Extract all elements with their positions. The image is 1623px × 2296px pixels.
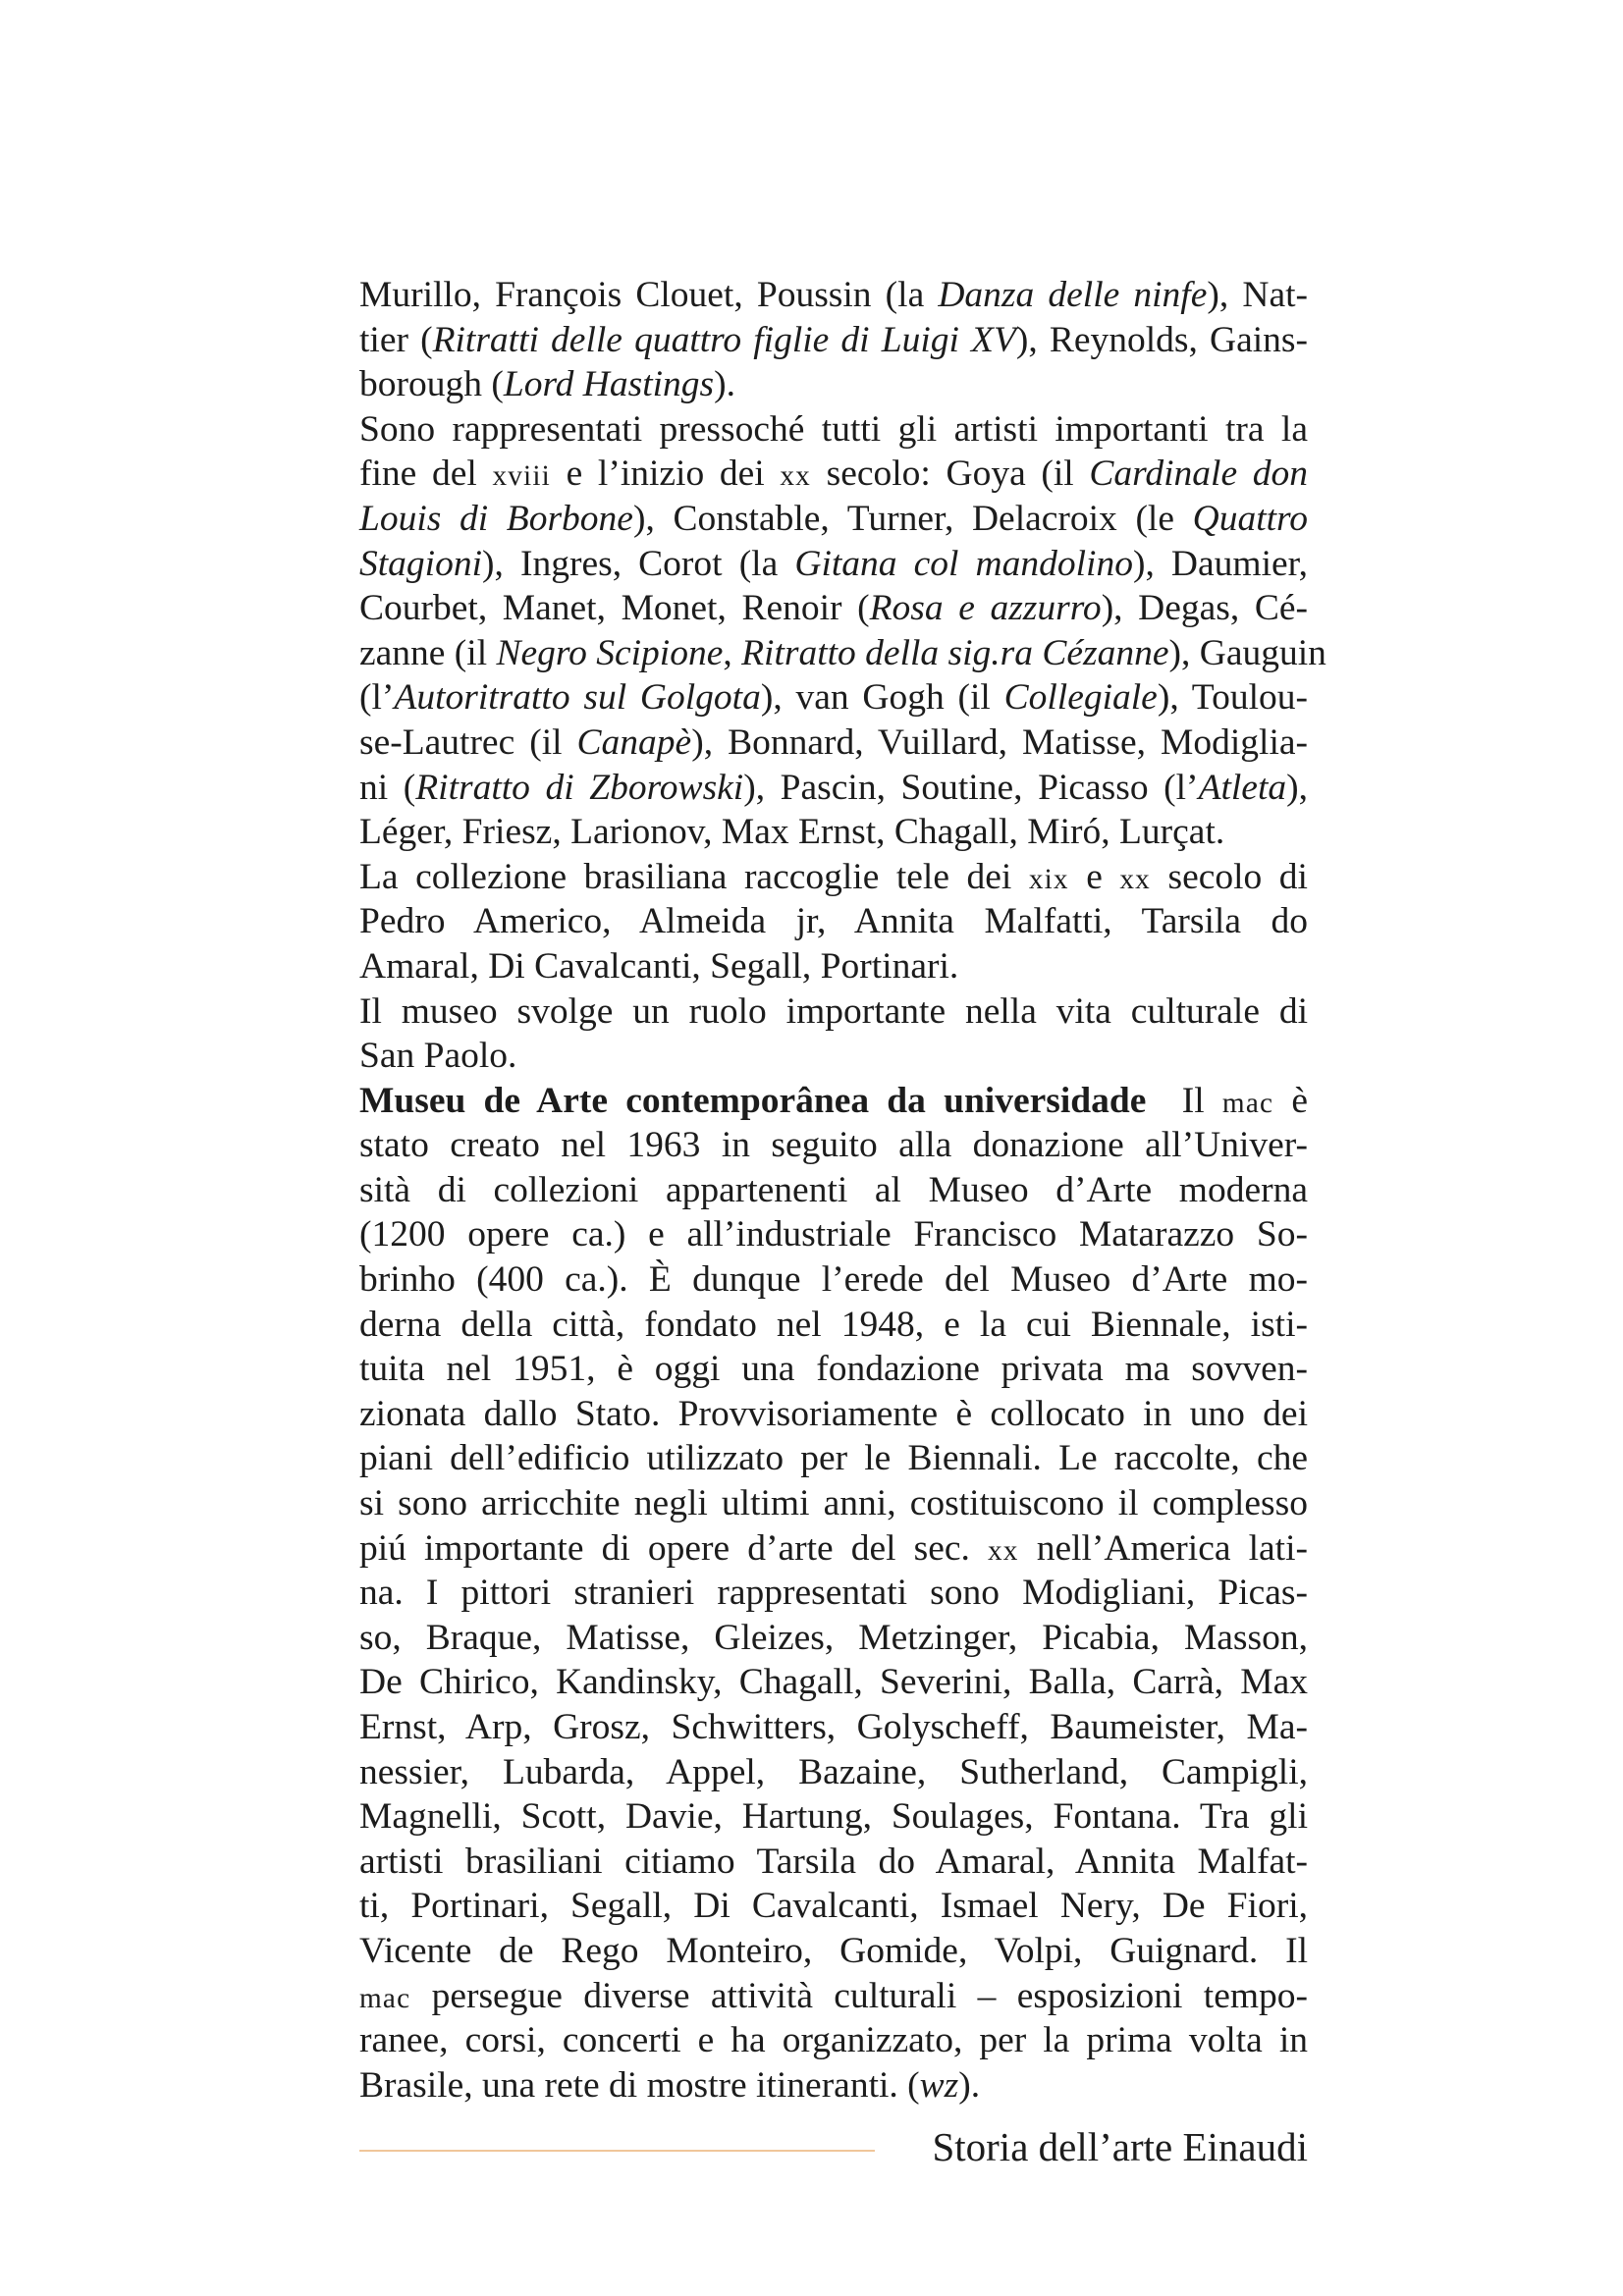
text-run: piú importante di opere d’arte del sec. <box>359 1527 988 1569</box>
text-line <box>359 1303 1308 1348</box>
text-run: so, Braque, Matisse, Gleizes, Metzinger, Picabia, Masson, <box>359 1617 1308 1658</box>
text-line <box>359 1347 1308 1392</box>
text-line <box>359 1079 1308 1124</box>
text-run: zionata dallo Stato. Provvisoriamente è collocato in uno dei <box>359 1393 1308 1434</box>
text-run: ti, Portinari, Segall, Di Cavalcanti, Ismael Nery, De Fiori, <box>359 1886 1308 1927</box>
text-run: fine del <box>359 454 493 495</box>
text-run: Léger, Friesz, Larionov, Max Ernst, Chagall, Miró, Lurçat. <box>359 812 1225 853</box>
text-line <box>359 766 1308 811</box>
text-run: La collezione brasiliana raccoglie tele dei <box>359 856 1029 897</box>
text-line <box>359 1123 1308 1168</box>
paragraph <box>359 989 1308 1079</box>
text-run: ). <box>714 364 736 405</box>
text-run: (l’ <box>359 677 395 719</box>
text-run: derna della città, fondato nel 1948, e la cui Biennale, isti- <box>359 1304 1308 1345</box>
text-run: brinho (400 ca.). È dunque l’erede del Museo d’Arte mo- <box>359 1259 1308 1301</box>
text-line <box>359 1660 1308 1705</box>
text-run: si sono arricchite negli ultimi anni, costituiscono il complesso <box>359 1483 1308 1524</box>
text-run: Cardinale don <box>1089 454 1308 495</box>
text-run: secolo di <box>1150 856 1308 897</box>
footer-rule <box>359 2150 875 2152</box>
text-line <box>359 1168 1308 1213</box>
text-run: Magnelli, Scott, Davie, Hartung, Soulages, Fontana. Tra gli <box>359 1796 1308 1838</box>
text-line <box>359 1392 1308 1437</box>
text-run: Ernst, Arp, Grosz, Schwitters, Golyscheff, Baumeister, Ma- <box>359 1707 1308 1747</box>
text-line <box>359 452 1308 497</box>
text-line <box>359 1616 1308 1661</box>
text-run: stato creato nel 1963 in seguito alla donazione all’Univer- <box>359 1125 1308 1166</box>
text-line <box>359 944 1308 989</box>
text-run: ), Reynolds, Gains- <box>1015 319 1308 360</box>
text-run: borough ( <box>359 364 504 405</box>
text-run: De Chirico, Kandinsky, Chagall, Severini, Balla, Carrà, Max <box>359 1662 1308 1703</box>
section-heading: Museu de Arte contemporânea da universidade <box>359 1080 1147 1121</box>
text-line <box>359 362 1308 407</box>
text-run: e <box>1068 856 1120 897</box>
text-run: tier ( <box>359 319 433 360</box>
text-line <box>359 855 1308 900</box>
text-run: Sono rappresentati pressoché tutti gli artisti importanti tra la <box>359 408 1308 450</box>
text-line <box>359 1929 1308 1974</box>
text-run: Pedro Americo, Almeida jr, Annita Malfatti, Tarsila do <box>359 901 1308 942</box>
text-line <box>359 1974 1308 2019</box>
text-line <box>359 631 1326 676</box>
text-run: Autoritratto sul Golgota <box>394 677 761 719</box>
text-run: piani dell’edificio utilizzato per le Biennali. Le raccolte, che <box>359 1438 1308 1479</box>
text-run: Murillo, François Clouet, Poussin (la <box>359 275 939 315</box>
text-run: Quattro <box>1192 498 1309 539</box>
text-line <box>359 1884 1308 1929</box>
text-run: Courbet, Manet, Monet, Renoir ( <box>359 588 870 629</box>
text-line <box>359 1526 1308 1572</box>
text-run: ). <box>958 2064 981 2106</box>
text-line <box>359 989 1308 1035</box>
text-run: Collegiale <box>1003 677 1158 719</box>
text-run: ), Degas, Cé- <box>1101 588 1308 629</box>
text-line <box>359 1840 1308 1885</box>
text-run: Lord Hastings <box>503 364 715 405</box>
text-run: xix <box>1028 863 1069 895</box>
text-run: ), Toulou- <box>1157 677 1308 719</box>
text-run: ), Constable, Turner, Delacroix (le <box>632 498 1193 539</box>
text-line <box>359 1481 1308 1526</box>
text-run: ), Daumier, <box>1132 543 1309 584</box>
text-run: Danza delle ninfe <box>938 275 1208 315</box>
text-run: Negro Scipione <box>496 632 724 673</box>
text-run: xx <box>780 460 811 493</box>
text-run: Gitana col mandolino <box>794 543 1133 584</box>
text-line <box>359 542 1308 587</box>
text-run: na. I pittori stranieri rappresentati sono Modigliani, Picas- <box>359 1573 1308 1614</box>
text-run: Ritratto della sig.ra Cézanne <box>741 632 1169 673</box>
text-run: xx <box>988 1534 1019 1567</box>
text-run: ), Nat- <box>1207 275 1308 315</box>
text-run: sità di collezioni appartenenti al Museo d’Arte moderna <box>359 1169 1308 1210</box>
text-run: è <box>1273 1080 1308 1121</box>
text-line <box>359 1750 1308 1795</box>
text-run: ), Ingres, Corot (la <box>482 543 795 584</box>
text-run: artisti brasiliani citiamo Tarsila do Amaral, Annita Malfat- <box>359 1841 1308 1882</box>
text-run: xviii <box>492 460 551 493</box>
text-line <box>359 1034 1308 1079</box>
text-run: mac <box>359 1982 411 2014</box>
text-line <box>359 497 1308 542</box>
text-run: Ritratto di Zborowski <box>415 767 744 808</box>
text-run: Amaral, Di Cavalcanti, Segall, Portinari. <box>359 945 959 987</box>
paragraph <box>359 273 1308 407</box>
text-run: ), Pascin, Soutine, Picasso (l’ <box>743 767 1199 808</box>
text-run: ni ( <box>359 767 416 808</box>
text-run: (1200 opere ca.) e all’industriale Francisco Matarazzo So- <box>359 1214 1308 1255</box>
text-run: ), van Gogh (il <box>760 677 1004 719</box>
text-line <box>359 899 1308 944</box>
paragraph <box>359 1079 1308 2109</box>
text-line <box>359 2063 1308 2109</box>
text-line <box>359 675 1308 721</box>
body-text <box>359 273 1326 2108</box>
text-run: xx <box>1119 863 1151 895</box>
text-run: , <box>723 632 742 673</box>
text-run: Canapè <box>576 721 692 763</box>
text-run: Il museo svolge un ruolo importante nella vita culturale di <box>359 990 1308 1032</box>
text-run: nessier, Lubarda, Appel, Bazaine, Sutherland, Campigli, <box>359 1751 1308 1792</box>
text-run: persegue diverse attività culturali – esposizioni tempo- <box>410 1975 1308 2016</box>
text-line <box>359 1571 1308 1616</box>
text-run: San Paolo. <box>359 1036 517 1077</box>
text-line <box>359 1257 1308 1303</box>
text-run: wz <box>919 2064 959 2106</box>
text-run: se-Lautrec (il <box>359 721 577 763</box>
footer-title: Storia dell’arte Einaudi <box>932 2124 1308 2169</box>
text-run: Ritratti delle quattro figlie di Luigi XV <box>432 319 1016 360</box>
text-line <box>359 721 1308 766</box>
text-run: ), Bonnard, Vuillard, Matisse, Modiglia- <box>691 721 1309 763</box>
text-line <box>359 407 1308 453</box>
text-run: ), <box>1286 767 1308 808</box>
text-line <box>359 2018 1308 2063</box>
text-line <box>359 318 1308 363</box>
text-run: Stagioni <box>359 543 483 584</box>
text-line <box>359 1436 1308 1481</box>
text-run: nell’America lati- <box>1018 1527 1308 1569</box>
text-run: tuita nel 1951, è oggi una fondazione privata ma sovven- <box>359 1349 1308 1390</box>
text-run: Il <box>1146 1080 1222 1121</box>
text-line <box>359 810 1308 855</box>
text-line <box>359 1212 1308 1257</box>
text-line <box>359 1794 1308 1840</box>
text-line <box>359 273 1308 318</box>
text-run: ranee, corsi, concerti e ha organizzato, per la prima volta in <box>359 2020 1308 2061</box>
text-run: Rosa e azzurro <box>869 588 1102 629</box>
text-run: Louis di Borbone <box>359 498 633 539</box>
text-run: Atleta <box>1198 767 1287 808</box>
text-line <box>359 586 1308 631</box>
paragraph <box>359 407 1326 855</box>
paragraph <box>359 855 1308 989</box>
text-run: mac <box>1221 1087 1274 1119</box>
text-run: ), Gauguin <box>1168 632 1326 673</box>
text-run: zanne (il <box>359 632 497 673</box>
text-run: Vicente de Rego Monteiro, Gomide, Volpi, Guignard. Il <box>359 1930 1308 1971</box>
text-run: e l’inizio dei <box>550 454 781 495</box>
text-line <box>359 1705 1308 1750</box>
text-run: secolo: Goya (il <box>810 454 1090 495</box>
text-run: Brasile, una rete di mostre itineranti. ( <box>359 2064 920 2106</box>
